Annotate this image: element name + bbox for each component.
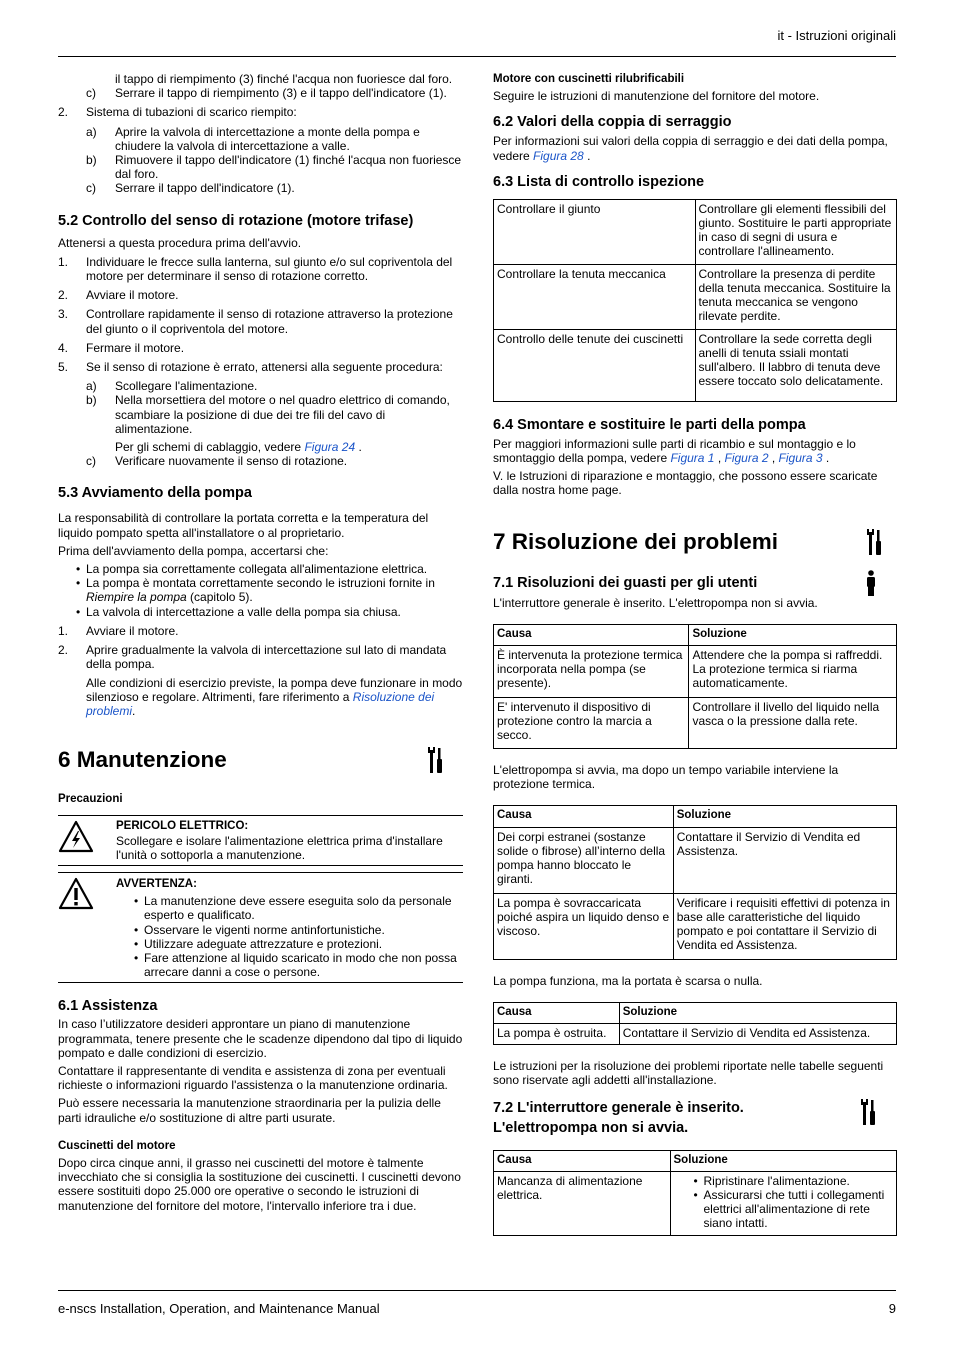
section-5-3-p2: Prima dell'avviamento della pompa, accertarsi che: [58,543,329,558]
table-3-intro: La pompa funziona, ma la portata è scarsa o nulla. [493,973,763,988]
wiring-reference [115,440,463,454]
list-item [58,360,463,374]
regrease-title: Motore con cuscinetti rilubrificabili [493,73,685,85]
step-marker: 2. [58,643,69,658]
step-text: Avviare il motore. [86,288,179,303]
cause-cell: La pompa è sovraccaricata poiché aspira un liquido denso e viscoso. [494,893,674,959]
procedure-item-2 [58,105,463,119]
danger-text: Scollegare e isolare l'alimentazione elettrica prima d'installare l'unità o sottoporla a manutenzione. [116,833,443,862]
cause-cell: È intervenuta la protezione termica incorporata nella pompa (se presente). [494,646,689,698]
cause-cell: E' intervenuto il dispositivo di protezione contro la marcia a secco. [494,698,689,749]
section-7-1-intro: L'interruttore generale è inserito. L'elettropompa non si avvia. [493,595,818,610]
section-5-2-substeps [58,379,463,436]
column-header-solution: Soluzione [619,1002,896,1023]
bullet-italic: Riempire la pompa [86,590,187,605]
bullet-text: (capitolo 5). [186,590,253,605]
torque-end: . [583,148,591,163]
step-text: Aprire gradualmente la valvola di intercettazione sul lato di mandata della pompa. [86,643,447,672]
precautions-title: Precauzioni [58,793,123,806]
wiring-text: Per gli schemi di cablaggio, vedere [115,440,302,455]
step-text: Avviare il motore. [86,623,179,638]
section-6-2-title: 6.2 Valori della coppia di serraggio [493,114,732,131]
bearings-title: Cuscinetti del motore [58,1139,176,1152]
column-header-solution: Soluzione [673,806,896,827]
list-item [58,125,463,153]
column-header-solution: Soluzione [670,1150,897,1171]
continued-step-text: il tappo di riempimento (3) finché l'acqua non fuoriesce dal foro. [115,72,453,86]
column-header-cause: Causa [494,624,689,645]
solution-cell: Contattare il Servizio di Vendita ed Assistenza. [619,1024,896,1045]
section-6-4-p2: V. le Istruzioni di riparazione e montaggio, che possono essere scaricate dalla nostra home page. [493,469,878,498]
cause-cell: Controllo delle tenute dei cuscinetti [494,329,696,401]
section-5-2-intro: Attenersi a questa procedura prima dell'avvio. [58,235,302,250]
step-marker: c) [86,454,96,469]
table-row [494,199,897,264]
step-marker: 3. [58,307,69,322]
step-text: Controllare rapidamente il senso di rotazione attraverso la protezione del giunto o il copriventola del motore. [86,307,453,336]
step-text: Se il senso di rotazione è errato, attenersi alla seguente procedura: [86,360,443,375]
step-marker: 5. [58,360,69,375]
section-7-1-outro: Le istruzioni per la risoluzione dei problemi riportate nelle tabelle seguenti sono riservate agli addetti all'installazione. [493,1059,884,1088]
page-number: 9 [888,1301,896,1316]
step-marker: c) [86,181,96,196]
step-text: Aprire la valvola di intercettazione a monte della pompa e chiudere la valvola di intercettazione a valle. [115,124,420,153]
tools-icon [428,746,444,774]
step-text: Serrare il tappo di riempimento (3) e il tappo dell'indicatore (1). [115,86,447,101]
step-text: Individuare le frecce sulla lanterna, sul giunto e/o sul copriventola del motore per determinare il senso di rotazione corretto. [86,254,453,284]
cause-cell: Mancanza di alimentazione elettrica. [494,1171,671,1235]
table-2-intro: L'elettropompa si avvia, ma dopo un tempo variabile interviene la protezione termica. [493,763,839,792]
table-row [494,329,897,401]
section-6-1-p3: Può essere necessaria la manutenzione straordinaria per la pulizia delle parti idrauliche e/o sostituzione di altre parti usurate. [58,1096,441,1125]
table-row [494,893,897,959]
troubleshooting-link[interactable]: Risoluzione dei problemi [86,689,435,718]
figure-28-link[interactable]: Figura 28 [533,148,584,163]
danger-title: PERICOLO ELETTRICO: [116,820,249,833]
chapter-title-text: 6 Manutenzione [58,747,227,773]
section-5-3-title: 5.3 Avviamento della pompa [58,485,252,502]
section-title-text: 7.2 L'interruttore generale è inserito. L'elettropompa non si avvia. [493,1099,744,1136]
figure-3-link[interactable]: Figura 3 [778,451,823,466]
column-header-cause: Causa [494,1002,620,1023]
step-marker: 1. [58,254,69,269]
list-item [58,288,463,302]
chapter-7-title [493,528,897,556]
troubleshooting-table-3 [493,1002,897,1045]
list-item [58,624,463,638]
torque-text: Per informazioni sui valori della coppia di serraggio e dei dati della pompa, vedere [493,134,888,163]
warning-item: • Fare attenzione al liquido scaricato in modo che non possa arrecare danni a cose o persone. [134,951,463,979]
parts-text: Per maggiori informazioni sulle parti di ricambio e sul montaggio e lo smontaggio della pompa, vedere [493,436,856,466]
table-row [494,827,897,893]
section-5-3-p1: La responsabilità di controllare la portata corretta e la temperatura del liquido pompato spetta all'installatore o al proprietario. [58,511,429,540]
tools-icon [861,1098,877,1126]
bullet-item: • La pompa sia correttamente collegata all'alimentazione elettrica. [76,562,463,576]
section-title-text: 7.1 Risoluzioni dei guasti per gli utenti [493,574,758,591]
section-6-1-p2: Contattare il rappresentante di vendita e assistenza di zona per eventuali richieste o informazioni riguardo l'assistenza o la manutenzione ordinaria. [58,1063,448,1093]
warning-item: • La manutenzione deve essere eseguita solo da personale esperto e qualificato. [134,894,463,922]
electrical-danger-box [58,815,463,866]
section-6-4-title: 6.4 Smontare e sostituire le parti della pompa [493,416,806,433]
step-marker: 2. [58,105,69,120]
bullet-item: • La valvola di intercettazione a valle della pompa sia chiusa. [76,605,463,619]
figure-1-link[interactable]: Figura 1 [670,451,715,466]
list-item [58,379,463,393]
troubleshooting-table-1 [493,624,897,749]
solution-item: • Assicurarsi che tutti i collegamenti elettrici all'alimentazione di rete siano intatti. [694,1188,894,1231]
after-text: Alle condizioni di esercizio previste, la pompa deve funzionare in modo silenzioso e regolare. Altrimenti, fare riferimento a [86,675,463,704]
section-5-2-substep-c [58,454,463,468]
header-language: it - Istruzioni originali [777,28,896,43]
section-7-1-title [493,570,897,596]
section-6-4-p1 [493,437,897,465]
table-row [494,1171,897,1235]
step-marker: b) [86,153,97,168]
solution-cell: Controllare gli elementi flessibili del giunto. Sostituire le parti appropriate in caso di segni di usura e controllare l'allineamento. [695,199,897,264]
cause-cell: Controllare il giunto [494,199,696,264]
list-item [58,181,463,195]
step-marker: b) [86,393,97,408]
section-5-3-after [86,676,463,719]
cause-cell: La pompa è ostruita. [494,1024,620,1045]
column-header-cause: Causa [494,1150,671,1171]
warning-item: • Utilizzare adeguate attrezzature e protezioni. [134,937,463,951]
section-6-1-p1: In caso l’utilizzatore desideri approntare un piano di manutenzione programmata, tenere presente che le scadenze dipendono dal tipo di liquido pompato e dalle condizioni di esercizio. [58,1017,463,1060]
footer-rule [58,1290,896,1291]
bullet-text: La pompa è montata correttamente secondo le istruzioni fornite in [86,576,435,591]
cause-cell: Dei corpi estranei (sostanze solide o fibrose) all’interno della pompa hanno bloccato le giranti. [494,827,674,893]
chapter-title-text: 7 Risoluzione dei problemi [493,528,779,554]
solution-list [694,1174,894,1231]
column-header-solution: Soluzione [689,624,897,645]
step-marker: a) [86,124,97,139]
separator: , [768,451,779,466]
inspection-checklist-table [493,199,897,402]
table-row [494,1024,897,1045]
section-7-2-title [493,1098,897,1138]
list-item [58,153,463,181]
section-6-3-title: 6.3 Lista di controllo ispezione [493,173,705,190]
bullet-item [76,576,463,604]
step-text: Sistema di tubazioni di scarico riempito: [86,105,297,120]
bearings-text: Dopo circa cinque anni, il grasso nei cuscinetti del motore è talmente invecchiato che si consiglia la sostituzione dei cuscinetti. I cuscinetti devono essere sostituiti dopo 25.000 ore operative o secondo le istruzioni di manutenzione del fornitore del motore, l'intervallo inferiore tra i due. [58,1155,461,1213]
step-text: Serrare il tappo dell'indicatore (1). [115,181,295,196]
section-5-2-steps [58,255,463,374]
step-text: Rimuovere il tappo dell'indicatore (1) finché l'acqua non fuoriesce dal foro. [115,153,462,182]
troubleshooting-table-2 [493,805,897,959]
solution-cell: Verificare i requisiti effettivi di potenza in base alle caratteristiche del liquido pompato e poi contattare il Servizio di Vendita ed Assistenza. [673,893,896,959]
solution-cell: Controllare il livello del liquido nella vasca o la pressione dalla rete. [689,698,897,749]
continued-step-c [58,86,463,100]
step-text: Fermare il motore. [86,340,185,355]
step-marker: 2. [58,288,69,303]
solution-item: • Ripristinare l'alimentazione. [694,1174,894,1188]
after-end: . [132,703,136,718]
list-item [58,255,463,283]
figure-24-link[interactable]: Figura 24 [304,440,356,455]
list-item [58,643,463,671]
list-item [58,341,463,355]
table-row [494,264,897,329]
step-marker: 1. [58,623,69,638]
warning-title: AVVERTENZA: [116,877,197,890]
tools-icon [867,528,883,556]
troubleshooting-table-4 [493,1150,897,1236]
solution-cell: Attendere che la pompa si raffreddi. La protezione termica si riarma automaticamente. [689,646,897,698]
step-marker: c) [86,86,96,101]
solution-cell: Controllare la sede corretta degli anelli di tenuta ssiali montati sull'albero. Il labbro di tenuta deve essere toccato solo delicatamente. [695,329,897,401]
header-rule [58,56,896,57]
solution-cell: Controllare la presenza di perdite della tenuta meccanica. Sostituire la tenuta meccanica se vengono rilevate perdite. [695,264,897,329]
separator: , [714,451,725,466]
left-column [58,72,463,1213]
step-marker: 4. [58,340,69,355]
procedure-item-2-substeps [58,125,463,196]
section-6-1-title: 6.1 Assistenza [58,998,158,1015]
list-item [58,307,463,335]
warning-list [134,894,463,979]
step-text: Nella morsettiera del motore o nel quadro elettrico di comando, scambiare la posizione di due dei tre fili del cavo di alimentazione. [115,393,450,436]
table-row [494,698,897,749]
regrease-text: Seguire le istruzioni di manutenzione del fornitore del motore. [493,89,820,104]
solution-cell: Contattare il Servizio di Vendita ed Assistenza. [673,827,896,893]
warning-item: • Osservare le vigenti norme antinfortunistiche. [134,923,463,937]
section-6-2-text [493,134,897,162]
table-row [494,646,897,698]
section-5-2-title: 5.2 Controllo del senso di rotazione (motore trifase) [58,212,414,229]
section-5-3-steps [58,624,463,672]
step-text: Scollegare l'alimentazione. [115,379,258,394]
right-column [493,72,897,1236]
parts-end: . [822,451,830,466]
electrical-hazard-icon [58,820,94,853]
warning-box [58,872,463,983]
warning-icon [58,877,94,910]
step-text: Verificare nuovamente il senso di rotazione. [115,454,348,469]
footer-title: e-nscs Installation, Operation, and Maintenance Manual [58,1301,380,1316]
cause-cell: Controllare la tenuta meccanica [494,264,696,329]
column-header-cause: Causa [494,806,674,827]
step-marker: a) [86,379,97,394]
chapter-6-title [58,746,444,774]
solution-cell [670,1171,897,1235]
user-icon [865,570,877,596]
figure-2-link[interactable]: Figura 2 [724,451,769,466]
list-item [58,393,463,436]
wiring-end: . [358,440,362,455]
